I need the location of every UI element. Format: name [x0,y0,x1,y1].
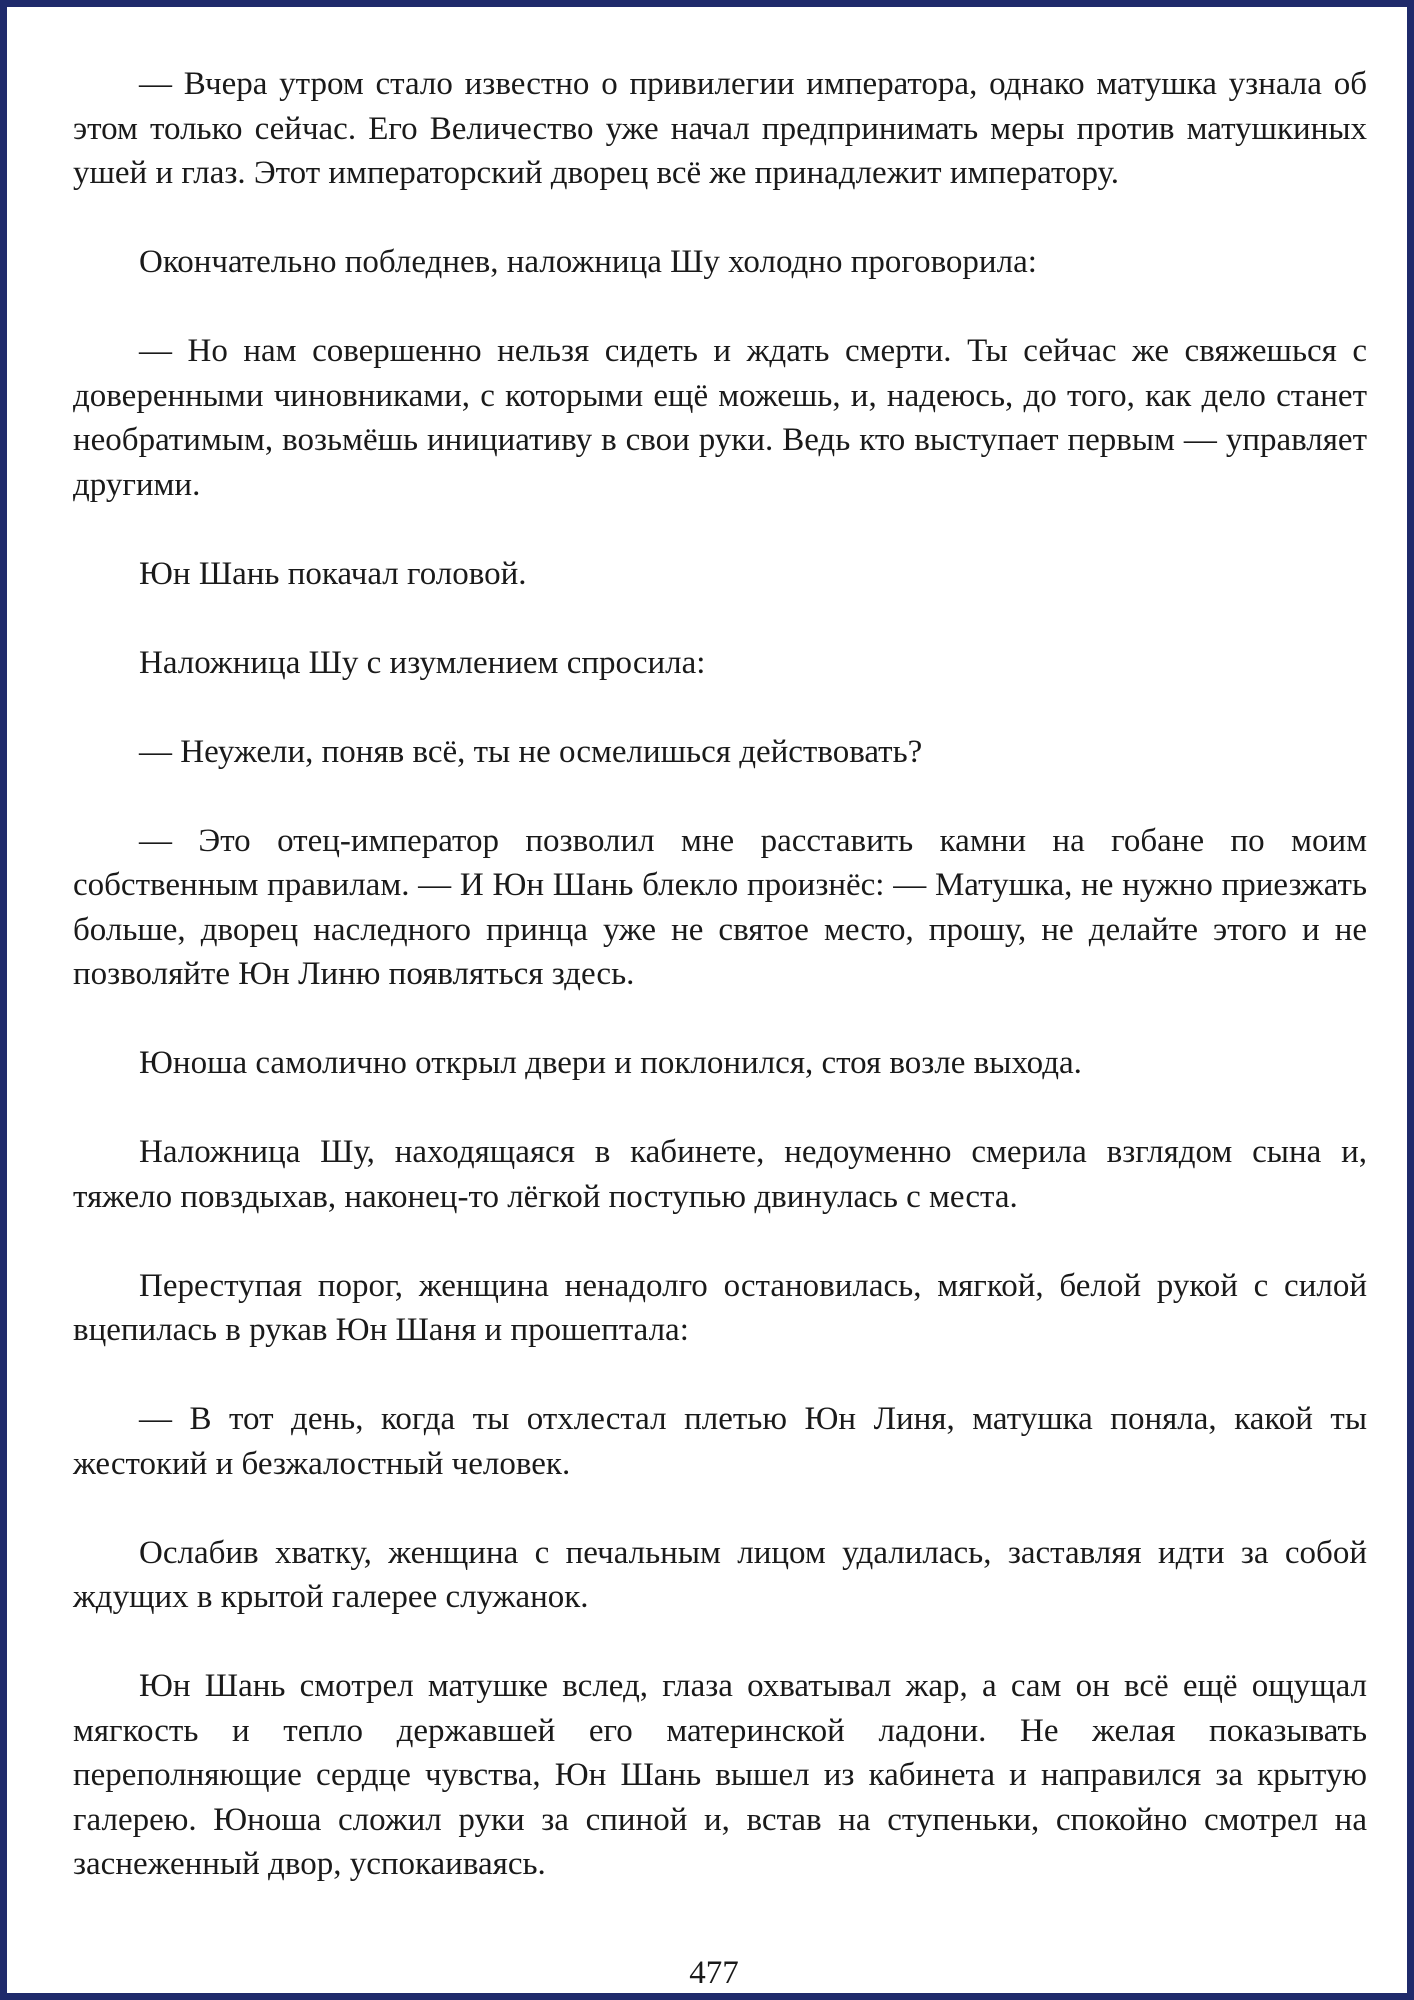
paragraph-8: Юноша самолично открыл двери и поклонился, стоя возле выхода. [139,1045,1082,1081]
paragraph-6: — Неужели, поняв всё, ты не осмелишься действовать? [139,733,923,770]
paragraph-13: Юн Шань смотрел матушке вслед, глаза охватывал жар, а сам он всё ещё ощущал мягкость и тепло державшей его материнской ладони. Не желая показывать переполняющие сердце чувства, Юн Шань вышел из кабинета и направился за крытую галерею. Юноша сложил руки за спиной и, встав на ступеньки, спокойно смотрел на заснеженный двор, успокаиваясь. [73,1668,1367,1882]
paragraph-10: Переступая порог, женщина ненадолго остановилась, мягкой, белой рукой с силой вцепилась в рукав Юн Шаня и прошептала: [73,1267,1367,1348]
paragraph-9: Наложница Шу, находящаяся в кабинете, недоуменно смерила взглядом сына и, тяжело повздыхав, наконец-то лёгкой поступью двинулась с места. [73,1134,1367,1215]
paragraph-2: Окончательно побледнев, наложница Шу холодно проговорила: [139,244,1037,280]
paragraph-4: Юн Шань покачал головой. [139,555,527,592]
paragraph-3: — Но нам совершенно нельзя сидеть и ждать смерти. Ты сейчас же свяжешься с доверенными чиновниками, с которыми ещё можешь, и, надеюсь, до того, как дело станет необратимым, возьмёшь инициативу в свои руки. Ведь кто выступает первым — управляет другими. [73,333,1367,503]
page-number: 477 [689,1955,739,1991]
paragraph-5: Наложница Шу с изумлением спросила: [139,644,706,681]
paragraph-1: — Вчера утром стало известно о привилегии императора, однако матушка узнала об этом только сейчас. Его Величество уже начал предпринимать меры против матушкиных ушей и глаз. Этот императорский дворец всё же принадлежит императору. [73,66,1367,191]
paragraph-11: — В тот день, когда ты отхлестал плетью Юн Линя, матушка поняла, какой ты жестокий и безжалостный человек. [73,1401,1367,1482]
paragraph-7: — Это отец-император позволил мне расставить камни на гобане по моим собственным правилам. — И Юн Шань блекло произнёс: — Матушка, не нужно приезжать больше, дворец наследного принца уже не святое место, прошу, не делайте этого и не позволяйте Юн Линю появляться здесь. [73,822,1367,992]
text-body [73,62,1367,1887]
paragraph-12: Ослабив хватку, женщина с печальным лицом удалилась, заставляя идти за собой ждущих в крытой галерее служанок. [73,1534,1367,1615]
